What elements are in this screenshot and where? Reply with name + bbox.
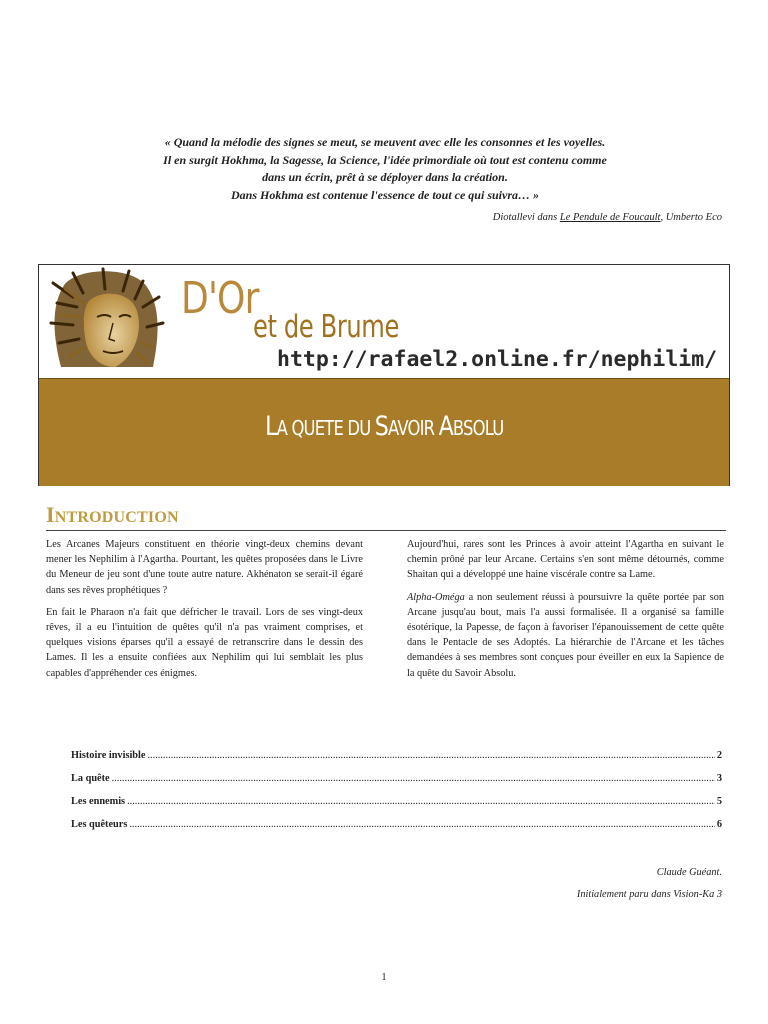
banner-logo-area (39, 265, 729, 378)
brand-name-brume: et de Brume (253, 309, 399, 345)
toc-label[interactable]: Les ennemis (71, 796, 126, 807)
publication-note: Initialement paru dans Vision-Ka 3 (576, 889, 722, 900)
paragraph: Aujourd'hui, rares sont les Princes à avoir atteint l'Agartha en suivant le chemin prôné par leur Arcane. Certains s'en sont même détournés, comme Shaitan qui a développé une haine viscérale contre sa Lame. (407, 539, 724, 581)
toc-label[interactable]: Les quêteurs (71, 819, 128, 830)
toc-entry-les-ennemis[interactable] (71, 796, 722, 807)
quote-line: Il en surgit Hokhma, la Sagesse, la Science, l'idée primordiale où tout est contenu comme (163, 152, 607, 167)
paragraph: En fait le Pharaon n'a fait que défricher le travail. Lors de ses vingt-deux rêves, il a eu l'intuition de quêtes qu'il n'a pas vraiment comprises, et quelques visions éparses qu'il a essayé de retranscrire dans le dessin des Lames. Il les a ensuite confiées aux Nephilim qui lui semblait les plus capables d'appréhender ces énigmes. (46, 606, 363, 679)
title-part: BSOLU (452, 416, 504, 440)
section-heading (46, 502, 179, 528)
site-url: http://rafael2.online.fr/nephilim/ (277, 347, 718, 372)
section-divider (46, 530, 726, 531)
header-banner (38, 264, 730, 486)
author-signature: Claude Guéant. (656, 867, 722, 878)
attribution-author: , Umberto Eco (660, 212, 722, 223)
title-band (39, 378, 729, 486)
epigraph-quote (80, 134, 690, 204)
toc-entry-la-quete[interactable] (71, 773, 722, 784)
title-initial: S (374, 411, 388, 442)
toc-entry-histoire-invisible[interactable] (71, 750, 722, 761)
toc-page-number[interactable]: 5 (716, 796, 722, 807)
attribution-book-title: Le Pendule de Foucault (559, 212, 661, 223)
toc-entry-les-queteurs[interactable] (71, 819, 722, 830)
brand-name-dor: D'Or (181, 273, 259, 324)
toc-page-number[interactable]: 2 (716, 750, 722, 761)
document-title (39, 411, 729, 442)
right-column (407, 537, 724, 688)
toc-leader (147, 750, 714, 761)
paragraph: Les Arcanes Majeurs constituent en théorie vingt-deux chemins devant mener les Nephilim à l'Agartha. Pourtant, les quêtes proposées dans le Livre du Meneur de jeu sont d'une toute autre nature. Akhénaton se serait-il égaré dans ses rêves prophétiques ? (46, 539, 363, 596)
left-column (46, 537, 363, 688)
heading-rest: NTRODUCTION (54, 509, 179, 526)
quote-line: « Quand la mélodie des signes se meut, se meuvent avec elle les consonnes et les voyelles. (164, 135, 606, 149)
toc-label[interactable]: Histoire invisible (71, 750, 146, 761)
title-initial: L (264, 411, 277, 442)
title-part: AVOIR (387, 416, 439, 440)
toc-leader (127, 796, 715, 807)
title-part: A QUETE DU (276, 416, 375, 440)
quote-attribution (493, 212, 722, 223)
quote-line: Dans Hokhma est contenue l'essence de tout ce qui suivra… » (230, 187, 539, 202)
face-illustration-icon (43, 267, 171, 375)
heading-initial: I (46, 502, 55, 527)
toc-label[interactable]: La quête (71, 773, 110, 784)
toc-leader (112, 773, 715, 784)
page-number: 1 (381, 972, 387, 983)
attribution-prefix: Diotallevi dans (492, 212, 558, 223)
paragraph (407, 590, 724, 681)
toc-page-number[interactable]: 6 (716, 819, 722, 830)
paragraph-text: a non seulement réussi à poursuivre la quête portée par son Arcane jusqu'au bout, mais l'a aussi formalisée. Il a organisé sa famille ésotérique, la Papesse, de façon à favoriser l'épanouissement de cette quête dans le Pentacle de ses Adoptés. La hiérarchie de l'Arcane et les tâches demandées à ses membres sont conçues pour éveiller en eux la Sapience de la quête du Savoir Absolu. (407, 591, 724, 679)
emphasis-name: Alpha-Oméga (407, 591, 465, 603)
toc-leader (129, 819, 714, 830)
quote-line: dans un écrin, prêt à se déployer dans la création. (262, 170, 508, 184)
title-initial: A (438, 411, 453, 442)
toc-page-number[interactable]: 3 (716, 773, 722, 784)
